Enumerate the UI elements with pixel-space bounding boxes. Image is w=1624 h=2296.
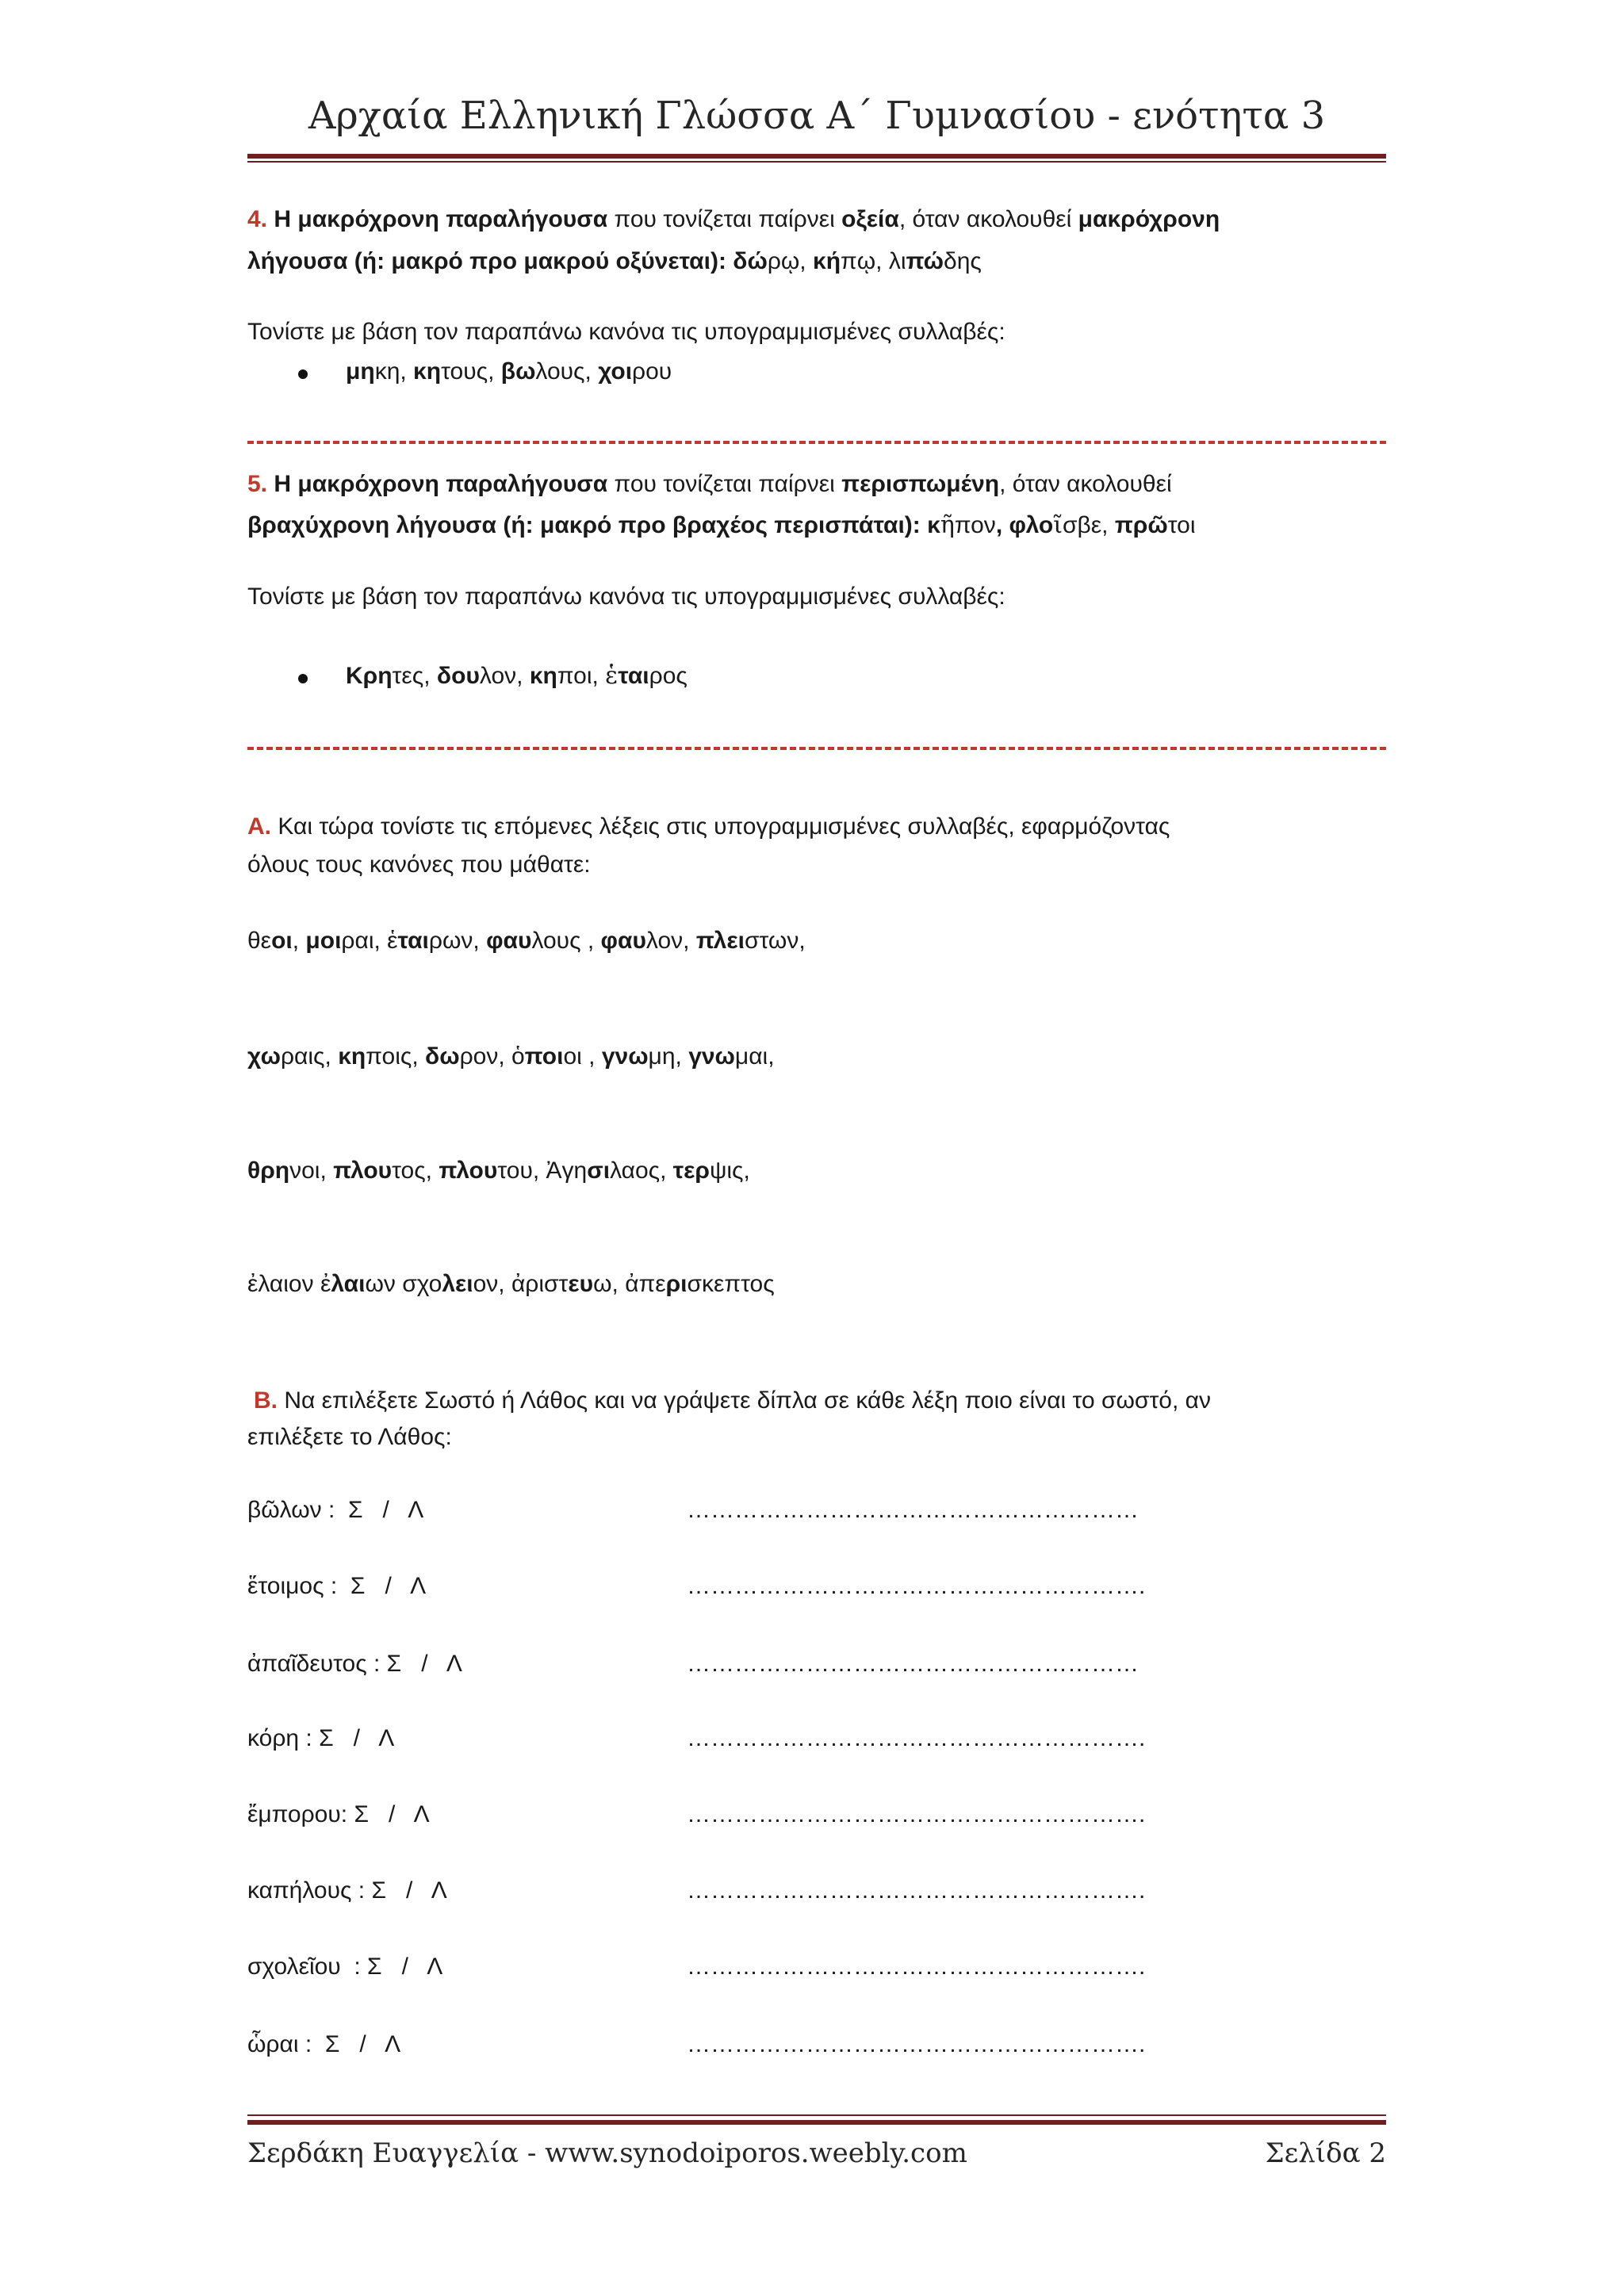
word-fragment: ποις, bbox=[366, 1043, 426, 1070]
word-fragment: λαος, bbox=[610, 1158, 673, 1184]
exercise-a-letter: Α. bbox=[247, 813, 271, 840]
exercise-a-text: Και τώρα τονίστε τις επόμενες λέξεις στις υπογραμμισμένες συλλαβές, εφαρμόζοντας bbox=[271, 813, 1170, 840]
underlined-syllable: πλου bbox=[333, 1158, 393, 1184]
underlined-syllable: γνω bbox=[601, 1043, 649, 1070]
underlined-syllable: ευ bbox=[568, 1271, 594, 1297]
underlined-syllable: γνω bbox=[688, 1043, 735, 1070]
exercise-a-line-2: όλους τους κανόνες που μάθατε: bbox=[247, 851, 591, 878]
underlined-syllable: οι bbox=[271, 928, 293, 954]
word-fragment: του, Ἀγη bbox=[497, 1158, 588, 1184]
answer-word: ἔμπορου: Σ / Λ bbox=[247, 1801, 430, 1827]
rule-5-bullet bbox=[298, 658, 688, 695]
answer-blank[interactable]: …………………………………………………. bbox=[687, 1877, 1146, 1904]
answer-blank[interactable]: ………………………………………………… bbox=[687, 1497, 1139, 1523]
word-fragment: ρον, ὁ bbox=[459, 1043, 525, 1070]
word-fragment: μη, bbox=[648, 1043, 689, 1070]
rule-5-example: πον bbox=[954, 512, 996, 538]
answer-blank[interactable]: …………………………………………………. bbox=[687, 1954, 1146, 1980]
exercise-b-line-1 bbox=[247, 1383, 1386, 1420]
rule-5-example-bold: , φλο bbox=[995, 512, 1054, 538]
rule-5-text: , όταν ακολουθεί bbox=[999, 471, 1172, 497]
answer-word: ἕτοιμος : Σ / Λ bbox=[247, 1573, 427, 1599]
word-fragment: στων, bbox=[744, 928, 806, 954]
word-fragment: ων σχο bbox=[365, 1271, 442, 1297]
rule-4-bullet bbox=[298, 354, 672, 391]
underlined-syllable: χω bbox=[247, 1043, 281, 1070]
rule-5-term: βραχύχρονη λήγουσα (ή: μακρό προ βραχέος περισπάται): κ bbox=[247, 512, 940, 538]
word-fragment: ω, ἀπε bbox=[593, 1271, 666, 1297]
rule-4-accent: οξεία bbox=[841, 206, 899, 232]
rule-4-line-1 bbox=[247, 201, 1386, 239]
word-line bbox=[247, 1266, 1386, 1303]
underlined-syllable: κη bbox=[338, 1043, 366, 1070]
underlined-syllable: ται bbox=[397, 928, 429, 954]
rule-4-words: μηκη, κητους, βωλους, χοιρου bbox=[346, 358, 672, 385]
underlined-syllable: φαυ bbox=[486, 928, 532, 954]
dashed-separator bbox=[247, 747, 1386, 750]
word-fragment: νοι, bbox=[289, 1158, 334, 1184]
rule-5-instruction: Τονίστε με βάση τον παραπάνω κανόνα τις υπογραμμισμένες συλλαβές: bbox=[247, 584, 1005, 610]
answer-blank[interactable]: …………………………………………………. bbox=[687, 2031, 1146, 2057]
rule-5-line-1 bbox=[247, 466, 1386, 503]
underlined-syllable: τερ bbox=[672, 1158, 710, 1184]
rule-5-number: 5. bbox=[247, 471, 268, 497]
word-line bbox=[247, 1039, 1386, 1076]
word-fragment: ψις, bbox=[709, 1158, 750, 1184]
answer-word: καπήλους : Σ / Λ bbox=[247, 1877, 447, 1904]
word-fragment: οι , bbox=[563, 1043, 602, 1070]
underlined-syllable: ρι bbox=[665, 1271, 688, 1297]
answer-blank[interactable]: ………………………………………………… bbox=[687, 1651, 1139, 1677]
answer-word: ὧραι : Σ / Λ bbox=[247, 2031, 401, 2057]
underlined-syllable: πλου bbox=[439, 1158, 498, 1184]
word-fragment: ἐλαιον ἐ bbox=[247, 1271, 331, 1297]
footer-rule-thin bbox=[247, 2114, 1386, 2116]
word-line bbox=[247, 1153, 1386, 1190]
rule-4-term: Η μακρόχρονη παραλήγουσα bbox=[267, 206, 608, 232]
word-fragment: λον, bbox=[645, 928, 696, 954]
answer-word: σχολεῖου : Σ / Λ bbox=[247, 1954, 443, 1980]
underlined-syllable: λει bbox=[442, 1271, 473, 1297]
word-fragment: τος, bbox=[392, 1158, 439, 1184]
header-rule bbox=[247, 154, 1386, 159]
rule-5-line-2 bbox=[247, 507, 1386, 545]
rule-5-words: Κρητες, δουλον, κηποι, ἑταιρος bbox=[346, 662, 688, 690]
rule-5-text: που τονίζεται παίρνει bbox=[607, 471, 842, 497]
rule-4-text: που τονίζεται παίρνει bbox=[607, 206, 842, 232]
underlined-syllable: φαυ bbox=[600, 928, 646, 954]
word-line bbox=[247, 923, 1386, 960]
rule-4-line-2 bbox=[247, 243, 1386, 281]
footer-page-number: Σελίδα 2 bbox=[1265, 2137, 1386, 2169]
answer-word: βῶλων : Σ / Λ bbox=[247, 1497, 424, 1523]
word-fragment: ραις, bbox=[280, 1043, 339, 1070]
rule-4-example-bold: κή bbox=[812, 248, 841, 274]
rule-4-number: 4. bbox=[247, 206, 268, 232]
rule-4-example: δης bbox=[944, 248, 982, 274]
underlined-syllable: πλει bbox=[695, 928, 745, 954]
answer-word: ἀπαῖδευτος : Σ / Λ bbox=[247, 1651, 462, 1677]
rule-4-instruction: Τονίστε με βάση τον παραπάνω κανόνα τις υπογραμμισμένες συλλαβές: bbox=[247, 319, 1005, 345]
underlined-syllable: λαι bbox=[331, 1271, 366, 1297]
rule-5-accent: περισπωμένη bbox=[841, 471, 1000, 497]
word-fragment: λους , bbox=[531, 928, 601, 954]
rule-4-term: μακρόχρονη bbox=[1078, 206, 1220, 232]
page-header-title: Αρχαία Ελληνική Γλώσσα Α΄ Γυμνασίου - ενότητα 3 bbox=[308, 94, 1326, 138]
rule-5-example: τοι bbox=[1167, 512, 1196, 538]
footer-rule bbox=[247, 2120, 1386, 2125]
exercise-a-line-1 bbox=[247, 809, 1386, 846]
underlined-syllable: δω bbox=[425, 1043, 460, 1070]
rule-4-term: λήγουσα (ή: μακρό προ μακρού οξύνεται): δώ bbox=[247, 248, 768, 274]
word-fragment: μαι, bbox=[734, 1043, 775, 1070]
underlined-syllable: μοι bbox=[305, 928, 342, 954]
rule-4-example-bold: πώ bbox=[906, 248, 944, 274]
answer-blank[interactable]: …………………………………………………. bbox=[687, 1725, 1146, 1751]
underlined-syllable: θρη bbox=[247, 1158, 290, 1184]
rule-4-example: ρῳ, bbox=[767, 248, 813, 274]
exercise-b-text: Να επιλέξετε Σωστό ή Λάθος και να γράψετε δίπλα σε κάθε λέξη ποιο είναι το σωστό, αν bbox=[278, 1387, 1211, 1414]
word-fragment: , bbox=[292, 928, 306, 954]
rule-5-example: ῖ bbox=[1053, 511, 1063, 539]
underlined-syllable: σι bbox=[587, 1158, 611, 1184]
rule-5-example: σβε, bbox=[1063, 512, 1115, 538]
word-fragment: ραι, ἑ bbox=[341, 928, 398, 954]
rule-5-example-bold: πρῶ bbox=[1114, 512, 1168, 538]
word-fragment: θε bbox=[247, 928, 272, 954]
dashed-separator bbox=[247, 441, 1386, 444]
underlined-syllable: ποι bbox=[524, 1043, 564, 1070]
exercise-b-letter: Β. bbox=[254, 1387, 278, 1414]
footer-author: Σερδάκη Ευαγγελία - www.synodoiporos.weebly.com bbox=[247, 2137, 967, 2169]
rule-5-example: ῆ bbox=[940, 511, 955, 539]
word-fragment: ον, ἀριστ bbox=[473, 1271, 569, 1297]
answer-word: κόρη : Σ / Λ bbox=[247, 1725, 395, 1751]
word-fragment: ρων, bbox=[428, 928, 487, 954]
rule-4-example: πῳ, λι bbox=[841, 248, 906, 274]
word-fragment: σκεπτος bbox=[687, 1271, 775, 1297]
header-rule-thin bbox=[247, 161, 1386, 163]
rule-4-text: , όταν ακολουθεί bbox=[898, 206, 1078, 232]
rule-5-term: Η μακρόχρονη παραλήγουσα bbox=[267, 471, 608, 497]
answer-blank[interactable]: …………………………………………………. bbox=[687, 1573, 1146, 1599]
answer-blank[interactable]: …………………………………………………. bbox=[687, 1801, 1146, 1827]
exercise-b-line-2: επιλέξετε το Λάθος: bbox=[247, 1424, 452, 1450]
